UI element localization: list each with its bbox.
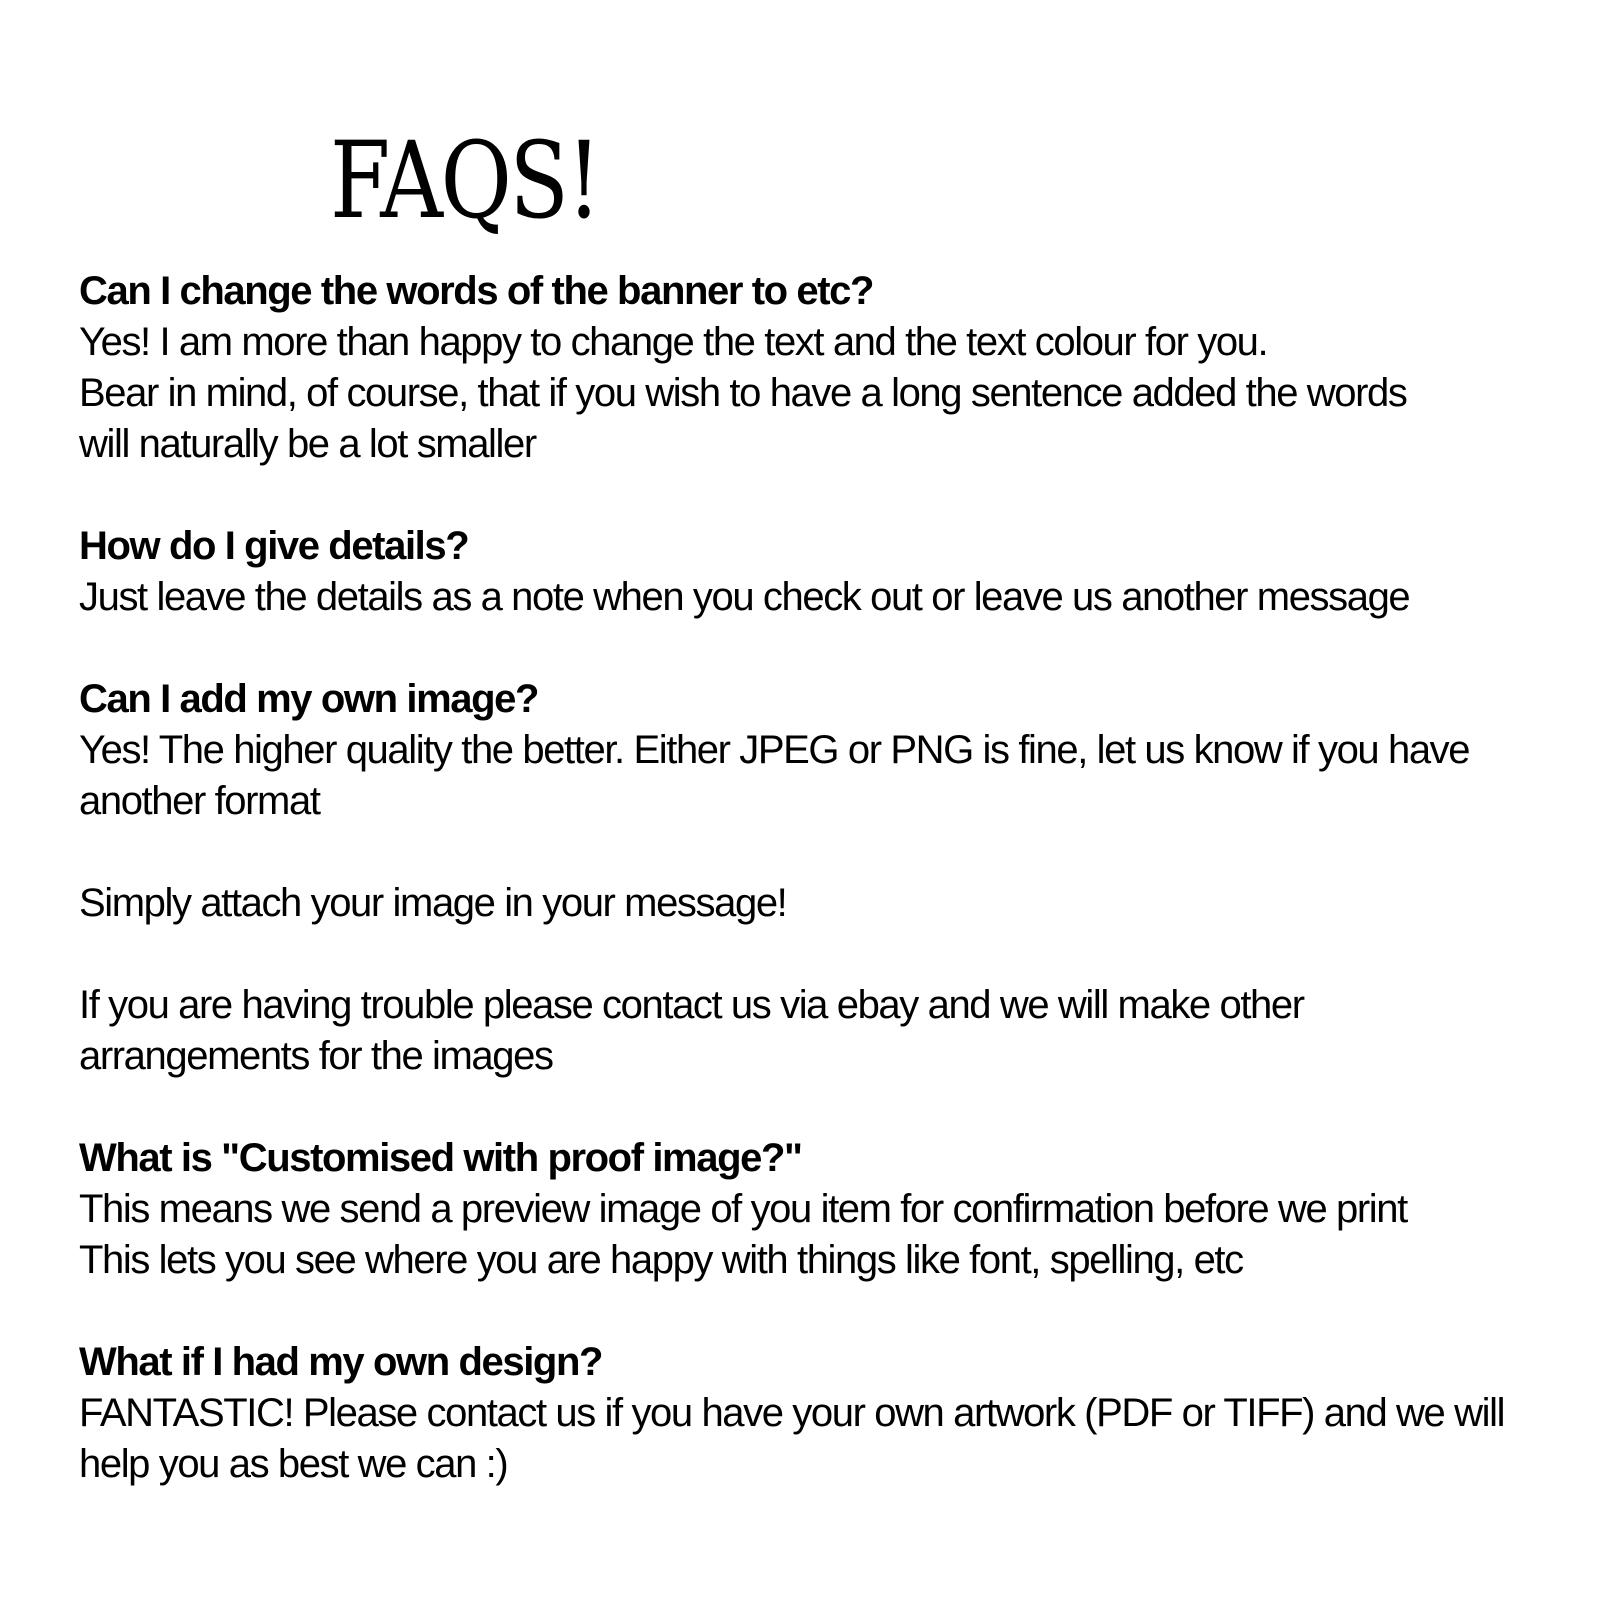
faq-question: Can I add my own image? <box>79 677 538 721</box>
page-title: FAQS! <box>330 119 599 242</box>
faq-question: Can I change the words of the banner to etc? <box>79 269 874 313</box>
spacer <box>79 470 1589 521</box>
spacer <box>79 827 1589 878</box>
spacer <box>79 929 1589 980</box>
faq-answer: If you are having trouble please contact us via ebay and we will make other arrangements for the images <box>79 983 1304 1078</box>
faq-question: What if I had my own design? <box>79 1340 603 1384</box>
faq-answer: Yes! The higher quality the better. Either JPEG or PNG is fine, let us know if you have another format <box>79 728 1470 823</box>
faq-question: How do I give details? <box>79 524 469 568</box>
faq-answer: Just leave the details as a note when you check out or leave us another message <box>79 575 1410 619</box>
faq-answer: FANTASTIC! Please contact us if you have your own artwork (PDF or TIFF) and we will help you as best we can :) <box>79 1391 1505 1486</box>
faq-answer: This means we send a preview image of you item for confirmation before we print This lets you see where you are happy with things like font, spelling, etc <box>79 1187 1407 1282</box>
faq-answer: Simply attach your image in your message! <box>79 881 787 925</box>
faq-question: What is "Customised with proof image?" <box>79 1136 802 1180</box>
faq-list <box>79 266 1589 1490</box>
spacer <box>79 1082 1589 1133</box>
spacer <box>79 623 1589 674</box>
spacer <box>79 1286 1589 1337</box>
faq-answer: Yes! I am more than happy to change the text and the text colour for you. Bear in mind, of course, that if you wish to have a long sentence added the words will naturally be a lot smaller <box>79 320 1407 466</box>
